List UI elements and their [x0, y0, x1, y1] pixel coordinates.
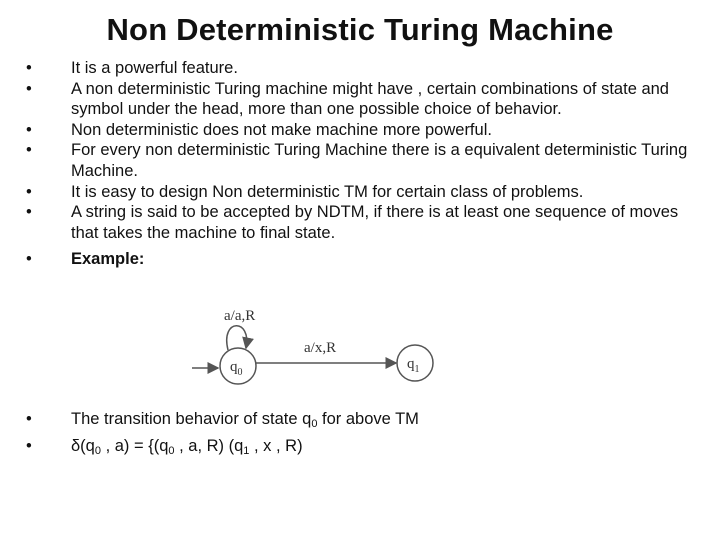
bullet-dot: • [26, 436, 32, 455]
self-loop-arrow [227, 326, 247, 350]
bullet-dot: • [26, 203, 32, 222]
bullet-dot: • [26, 250, 32, 269]
bullet-item [26, 249, 706, 270]
transition-behavior-text: The transition behavior of state $q_0$ for above TM [71, 410, 419, 430]
self-loop-label: a/a,R [224, 308, 256, 324]
bullet-item [26, 202, 706, 243]
bullet-dot: • [26, 410, 32, 428]
example-label: Example: [71, 250, 145, 269]
state-q0-label: $q_0$ [230, 359, 243, 378]
bullet-item [26, 58, 706, 79]
bullet-list [26, 58, 706, 270]
slide-title: Non Deterministic Turing Machine [106, 12, 614, 47]
bullet-text: Non deterministic does not make machine more powerful. [71, 120, 492, 139]
bullet-text: It is easy to design Non deterministic TM for certain class of problems. [71, 182, 584, 201]
bullet-dot: • [26, 141, 32, 160]
bullet-text: For every non deterministic Turing Machine there is a equivalent deterministic Turing Machine. [71, 141, 688, 180]
bullet-text: A string is said to be accepted by NDTM, if there is at least one sequence of moves that takes the machine to final state. [71, 203, 679, 242]
state-q1-label: $q_1$ [407, 356, 420, 375]
bullet-item [26, 436, 706, 457]
bullet-text: It is a powerful feature. [71, 59, 238, 77]
bullet-item [26, 409, 706, 430]
state-q0-circle [220, 348, 256, 384]
turing-machine-diagram [190, 300, 450, 390]
bullet-item [26, 140, 706, 181]
bullet-dot: • [26, 79, 32, 98]
state-q1-circle [397, 345, 433, 381]
bullet-dot: • [26, 182, 32, 201]
bullet-item [26, 120, 706, 141]
delta-function-text: $\delta(q_0$ , $a) = \{(q_0$ , a, R) ($q_1$ , x , R) [71, 436, 303, 457]
bullet-dot: • [26, 59, 32, 77]
bullet-text: A non deterministic Turing machine might have , certain combinations of state and symbol under the head, more than one possible choice of behavior. [71, 79, 669, 119]
transition-label: a/x,R [304, 340, 337, 356]
bullet-item [26, 182, 706, 203]
bottom-bullet-list [26, 409, 706, 462]
bullet-item [26, 79, 706, 120]
bullet-dot: • [26, 120, 32, 139]
